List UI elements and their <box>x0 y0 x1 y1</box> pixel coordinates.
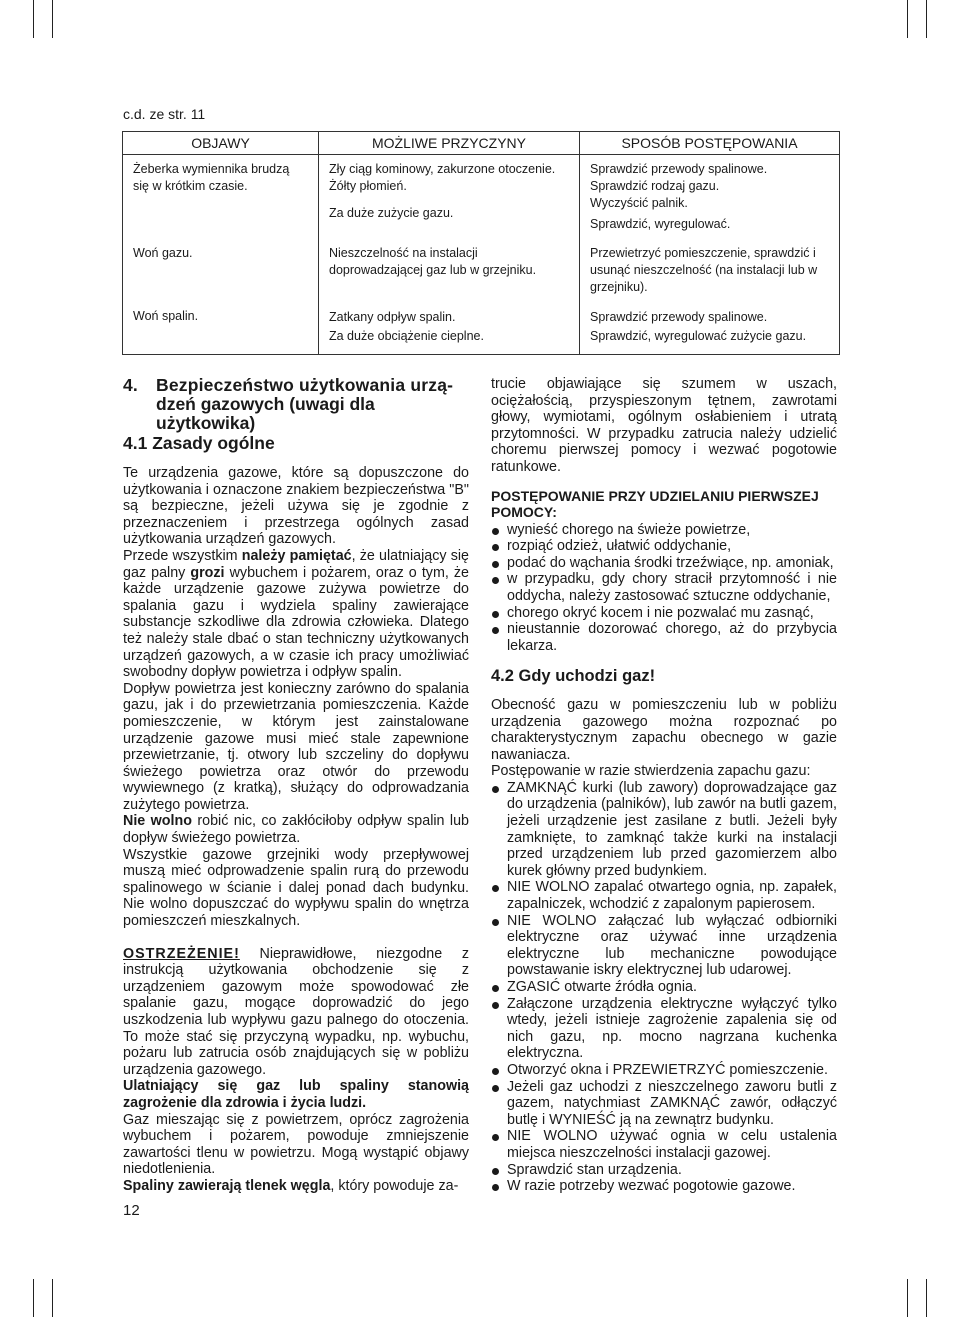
list-item: nieustannie dozorować chorego, aż do przybycia lekarza. <box>491 621 837 654</box>
crop-mark <box>907 0 908 38</box>
list-item: Załączone urządzenia elektryczne wyłączyć tylko wtedy, jeżeli istnieje zagrożenie zapalenia się od nich gazu, np. mocno nagrzana kuchenka elektryczna. <box>491 996 837 1062</box>
text-run: wybuchem i pożarem, oraz o tym, że każde urządzenie gazowe zużywa powietrze do spalania gazu i wydziela spaliny zawierające substancje szkodliwe dla zdrowia człowieka. Dlatego też należy stale dbać o stan techniczny użytkowanych urządzeń gazowych, a w czasie ich pracy umożliwiać swobodny dopływ powietrza i odpływ spalin. <box>123 564 469 681</box>
cell-gap <box>329 195 579 205</box>
text-run: Nieprawidłowe, niezgodne z instrukcją użytkowania obchodzenie się z urządzeniem gazowym może spowodować złe spalanie gazu, mogące doprowadzić do jego uszkodzenia lub wypływu gazu palnego do otoczenia. To może stać się przyczyną wypadku, np. wybuchu, pożaru lub zatrucia osób znajdujących się w pobliżu urządzenia gazowego. <box>123 945 469 1078</box>
paragraph: trucie objawiające się szumem w uszach, ociężałością, przyspieszonym tętnem, zawrotami głowy, wymiotami, ogólnym osłabieniem i utratą przytomności. W przypadku zatrucia należy udzielić choremu pierwszej pomocy i wezwać pogotowie ratunkowe. <box>491 376 837 475</box>
table-header-row <box>123 132 840 155</box>
bold-text: Nie wolno <box>123 813 192 830</box>
column-header-actions: SPOSÓB POSTĘPOWANIA <box>580 132 840 155</box>
bold-text: Ulatniający się gaz lub spaliny stanowią zagrożenie dla zdrowia i życia ludzi. <box>123 1078 469 1111</box>
cell-text: Przewietrzyć pomieszczenie, sprawdzić i <box>590 246 816 260</box>
cause-cell <box>319 308 580 355</box>
paragraph: Te urządzenia gazowe, które są dopuszczone do użytkowania i oznaczone znakiem bezpieczeństwa "B" są bezpieczne, jeżeli używa się je zgodnie z przeznaczeniem i przestrzega ogólnych zasad użytkowania urządzeń gazowych. <box>123 465 469 548</box>
cell-text: Sprawdzić rodzaj gazu. <box>590 179 720 193</box>
cell-text: Za duże obciążenie cieplne. <box>329 329 484 343</box>
list-item: Sprawdzić stan urządzenia. <box>491 1162 837 1179</box>
list-item: wynieść chorego na świeże powietrze, <box>491 522 837 539</box>
symptom-cell <box>123 245 319 296</box>
list-item: ZGASIĆ otwarte źródła ognia. <box>491 979 837 996</box>
bold-text: grozi <box>190 564 225 581</box>
list-item: NIE WOLNO zapalać otwartego ognia, np. zapałek, zapalniczek, wchodzić z zapalonym papierosem. <box>491 879 837 912</box>
warning-paragraph <box>123 946 469 1079</box>
cell-text: doprowadzającej gaz lub w grzejniku. <box>329 263 537 277</box>
first-aid-heading: POSTĘPOWANIE PRZY UDZIELANIU PIERWSZEJ POMOCY: <box>491 487 819 520</box>
cell-text: Zły ciąg kominowy, zakurzone otoczenie. <box>329 162 556 176</box>
warning-label: OSTRZEŻENIE! <box>123 945 240 962</box>
cell-text: Zatkany odpływ spalin. <box>329 310 456 324</box>
list-item: W razie potrzeby wezwać pogotowie gazowe. <box>491 1178 837 1195</box>
text-run: , że ulatniający się gaz palny <box>123 547 469 581</box>
bold-text: Spaliny zawierają tlenek węgla <box>123 1177 331 1194</box>
cell-text: Żółty płomień. <box>329 179 407 193</box>
section-number: 4. <box>123 375 138 395</box>
text-run: robić nic, co zakłóciłoby odpływ spalin lub dopływ świeżego powietrza. <box>123 813 469 847</box>
paragraph <box>123 1178 469 1195</box>
continued-note: c.d. ze str. 11 <box>123 106 206 122</box>
crop-mark <box>926 0 927 38</box>
paragraph <box>123 1078 469 1111</box>
paragraph: Dopływ powietrza jest konieczny zarówno do spalania gazu, jak i do przewietrzania pomieszczenia. Każde pomieszczenie, w którym jest zainstalowane urządzenie gazowe musi mieć stale zapewnione przewietrzanie, tj. otwory lub szczeliny do dopływu świeżego powietrza oraz otwór do przewodu wywiewnego (z kratką), służący do odprowadzania zużytego powietrza. <box>123 680 469 813</box>
cell-text: Sprawdzić przewody spalinowe. <box>590 162 768 176</box>
row-spacer <box>123 296 840 308</box>
cell-text: Żeberka wymiennika brudzą <box>133 162 290 176</box>
cell-text: grzejniku). <box>590 280 648 294</box>
troubleshooting-table <box>122 131 840 355</box>
right-column <box>491 376 837 1195</box>
list-item: ZAMKNĄĆ kurki (lub zawory) doprowadzające gaz do urządzenia (palników), lub zawór na butli gazem, jeżeli urządzenie jest zasilane z butli. Jeżeli były zamknięte, to zamknąć także kurki na instalacji przed urządzeniem lub przed gazomierzem albo kurek główny przed budynkiem. <box>491 780 837 880</box>
crop-mark <box>33 0 34 38</box>
list-item: Otworzyć okna i PRZEWIETRZYĆ pomieszczenie. <box>491 1062 837 1079</box>
paragraph <box>123 548 469 681</box>
cell-text: Sprawdzić, wyregulować. <box>590 217 731 231</box>
cell-text: Wyczyścić palnik. <box>590 196 688 210</box>
symptom-cell <box>123 155 319 234</box>
cell-text: Woń gazu. <box>133 246 193 260</box>
cause-cell <box>319 245 580 296</box>
crop-mark <box>907 1279 908 1317</box>
cell-text: usunąć nieszczelność (na instalacji lub w <box>590 263 818 277</box>
paragraph: Gaz mieszając się z powietrzem, oprócz zagrożenia wybuchem i pożarem, powoduje zmniejszenie zawartości tlenu w powietrzu. Mogą wystąpić objawy niedotlenienia. <box>123 1111 469 1178</box>
crop-mark <box>52 1279 53 1317</box>
list-item: w przypadku, gdy chory stracił przytomność i nie oddycha, należy zastosować sztuczne oddychanie, <box>491 571 837 604</box>
bold-text: należy pamiętać <box>241 547 352 564</box>
action-cell <box>580 245 840 296</box>
subsection-heading: 4.1 Zasady ogólne <box>123 433 275 453</box>
table-row <box>123 308 840 355</box>
gas-leak-steps-list <box>491 780 837 1195</box>
crop-mark <box>52 0 53 38</box>
cell-text: Nieszczelność na instalacji <box>329 246 478 260</box>
column-header-causes: MOŻLIWE PRZYCZYNY <box>319 132 580 155</box>
subsection-heading: 4.2 Gdy uchodzi gaz! <box>491 667 656 686</box>
row-spacer <box>123 233 840 245</box>
list-item: chorego okryć kocem i nie pozwalać mu zasnąć, <box>491 605 837 622</box>
symptom-cell <box>123 308 319 355</box>
column-header-symptoms: OBJAWY <box>123 132 319 155</box>
list-item: NIE WOLNO używać ognia w celu ustalenia miejsca nieszczelności instalacji gazowej. <box>491 1128 837 1161</box>
paragraph: Postępowanie w razie stwierdzenia zapachu gazu: <box>491 763 811 780</box>
action-cell <box>580 308 840 355</box>
section-title-line: Bezpieczeństwo użytkowania urzą- <box>156 375 454 395</box>
text-run: Przede wszystkim <box>123 547 242 564</box>
paragraph <box>123 813 469 846</box>
cell-text: Woń spalin. <box>133 309 199 323</box>
table-row <box>123 155 840 234</box>
page-number: 12 <box>123 1202 140 1219</box>
paragraph: Obecność gazu w pomieszczeniu lub w pobliżu urządzenia gazowego można rozpoznać po charakterystycznym zapachu obecnego w gazie nawaniacza. <box>491 696 837 763</box>
section-heading <box>123 376 469 395</box>
section-title-line: dzeń gazowych (uwagi dla użytkowika) <box>156 394 375 433</box>
cell-text: się w krótkim czasie. <box>133 179 248 193</box>
action-cell <box>580 155 840 234</box>
left-column <box>123 376 469 1195</box>
cell-text: Za duże zużycie gazu. <box>329 206 454 220</box>
list-item: rozpiąć odzież, ułatwić oddychanie, <box>491 538 837 555</box>
cause-cell <box>319 155 580 234</box>
text-run: , który powoduje za- <box>330 1177 459 1194</box>
crop-mark <box>926 1279 927 1317</box>
first-aid-list <box>491 522 837 655</box>
list-item: Jeżeli gaz uchodzi z nieszczelnego zaworu butli z gazem, natychmiast ZAMKNĄĆ zawór, odłączyć butlę i WYNIEŚĆ ją na zewnątrz budynku. <box>491 1079 837 1129</box>
list-item: NIE WOLNO załączać lub wyłączać odbiorniki elektryczne oraz używać inne urządzenia elektryczne lub mechaniczne powodujące powstawanie iskry elektrycznej lub udarowej. <box>491 913 837 979</box>
table-row <box>123 245 840 296</box>
list-item: podać do wąchania środki trzeźwiące, np. amoniak, <box>491 555 837 572</box>
cell-text: Sprawdzić, wyregulować zużycie gazu. <box>590 329 807 343</box>
crop-mark <box>33 1279 34 1317</box>
paragraph: Wszystkie gazowe grzejniki wody przepływowej muszą mieć odprowadzenie spalin rurą do przewodu spalinowego w ścianie i dalej ponad dach budynku. Nie wolno dopuszczać do wypływu spalin do wnętrza pomieszczeń mieszkalnych. <box>123 846 469 930</box>
cell-text: Sprawdzić przewody spalinowe. <box>590 310 768 324</box>
